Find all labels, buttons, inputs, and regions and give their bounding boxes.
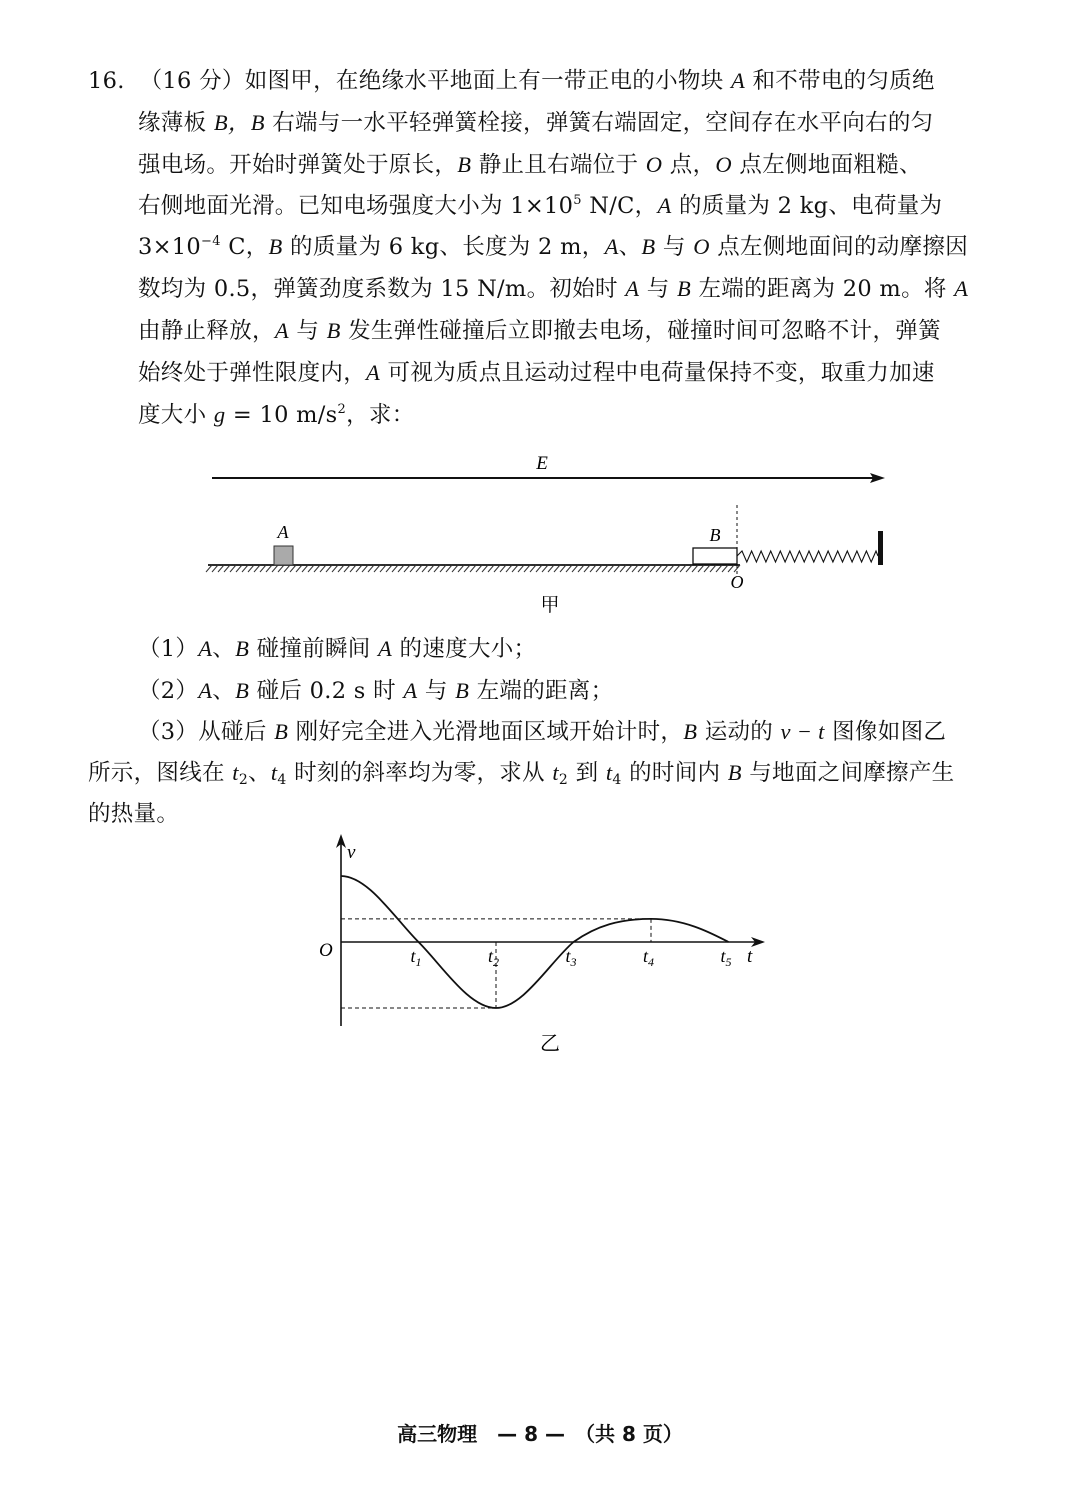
t-axis-label: t [747,946,753,967]
hatch-mark [506,565,512,572]
hatch-mark [440,565,446,572]
hatch-mark [428,565,434,572]
hatch-mark [674,565,680,572]
hatch-mark [644,565,650,572]
hatch-mark [320,565,326,572]
hatch-mark [668,565,674,572]
hatch-mark [308,565,314,572]
hatch-mark [650,565,656,572]
figure-yi-caption: 乙 [540,1031,560,1055]
hatch-mark [362,565,368,572]
hatch-mark [332,565,338,572]
hatch-mark [314,565,320,572]
sub-question-3-line-1: （3）从碰后 B 刚好完全进入光滑地面区域开始计时，B 运动的 v − t 图像如图乙 [138,719,947,745]
hatch-mark [536,565,542,572]
field-label: E [536,453,548,474]
hatch-mark [470,565,476,572]
hatch-mark [632,565,638,572]
hatch-mark [422,565,428,572]
hatch-mark [512,565,518,572]
hatch-mark [296,565,302,572]
hatch-mark [218,565,224,572]
hatch-mark [704,565,710,572]
hatch-mark [716,565,722,572]
sub-question-3-line-3: 的热量。 [88,801,180,827]
hatch-mark [266,565,272,572]
hatch-mark [662,565,668,572]
hatch-mark [302,565,308,572]
hatch-mark [206,565,212,572]
hatch-mark [566,565,572,572]
hatch-mark [236,565,242,572]
hatch-mark [272,565,278,572]
question-score: （16 分） [139,68,245,94]
hatch-mark [248,565,254,572]
question-line-4: 右侧地面光滑。已知电场强度大小为 $1\times 10^5$ N/C，A 的质量为 2 kg、电荷量为 [138,193,943,219]
hatch-mark [290,565,296,572]
sub-question-3-line-2: 所示，图线在 $t_2$、$t_4$ 时刻的斜率均为零，求从 $t_2$ 到 $t_4$ 的时间内 B 与地面之间摩擦产生 [88,760,955,788]
hatch-mark [404,565,410,572]
question-line-2: 缘薄板 B，B 右端与一水平轻弹簧栓接，弹簧右端固定，空间存在水平向右的匀 [138,110,934,136]
hatch-mark [284,565,290,572]
hatch-mark [614,565,620,572]
figure-yi-vt-graph [310,832,770,1062]
hatch-mark [212,565,218,572]
question-line-7: 由静止释放，A 与 B 发生弹性碰撞后立即撤去电场，碰撞时间可忽略不计，弹簧 [138,318,941,344]
board-b [693,548,737,564]
hatch-mark [560,565,566,572]
hatch-mark [722,565,728,572]
hatch-mark [374,565,380,572]
hatch-mark [680,565,686,572]
hatch-mark [524,565,530,572]
hatch-mark [410,565,416,572]
question-line-9: 度大小 g = 10 $m/s^2$，求： [138,402,415,428]
hatch-mark [224,565,230,572]
wall [878,531,883,565]
sub-question-1: （1）A、B 碰撞前瞬间 A 的速度大小； [138,636,537,662]
hatch-mark [656,565,662,572]
hatch-mark [596,565,602,572]
hatch-mark [554,565,560,572]
question-line-6: 数均为 0.5，弹簧劲度系数为 15 N/m。初始时 A 与 B 左端的距离为 20 m。将 A [138,276,969,302]
hatch-mark [590,565,596,572]
spring [737,551,878,562]
hatch-mark [242,565,248,572]
hatch-mark [620,565,626,572]
v-axis-label: v [347,842,356,863]
page-footer: 高三物理 — 8 — （共 8 页） [397,1422,683,1446]
hatch-mark [350,565,356,572]
tick-label-t2: $t_2$ [488,946,500,969]
hatch-mark [710,565,716,572]
hatch-mark [482,565,488,572]
hatch-mark [692,565,698,572]
question-number: 16. [88,68,125,94]
hatch-mark [452,565,458,572]
hatch-mark [356,565,362,572]
hatch-mark [458,565,464,572]
hatch-mark [392,565,398,572]
hatch-mark [602,565,608,572]
hatch-mark [548,565,554,572]
figure-jia [190,445,910,620]
hatch-mark [494,565,500,572]
hatch-mark [278,565,284,572]
hatch-mark [380,565,386,572]
hatch-mark [254,565,260,572]
hatch-mark [434,565,440,572]
hatch-mark [686,565,692,572]
hatch-mark [326,565,332,572]
tick-label-t1: $t_1$ [410,946,422,969]
hatch-mark [638,565,644,572]
hatch-mark [416,565,422,572]
tick-label-t3: $t_3$ [565,946,577,969]
hatch-mark [338,565,344,572]
hatch-mark [386,565,392,572]
hatch-mark [626,565,632,572]
tick-label-t5: $t_5$ [720,946,732,969]
block-a-label: A [277,522,289,542]
hatch-mark [398,565,404,572]
question-line-8: 始终处于弹性限度内，A 可视为质点且运动过程中电荷量保持不变，取重力加速 [138,360,935,386]
block-a [274,546,293,565]
question-line-1: 16. （16 分）如图甲，在绝缘水平地面上有一带正电的小物块 A 和不带电的匀质绝 [88,68,935,94]
ground-hatch [206,565,740,572]
hatch-mark [584,565,590,572]
hatch-mark [464,565,470,572]
hatch-mark [518,565,524,572]
hatch-mark [578,565,584,572]
hatch-mark [230,565,236,572]
hatch-mark [488,565,494,572]
hatch-mark [446,565,452,572]
hatch-mark [476,565,482,572]
hatch-mark [500,565,506,572]
origin-label: O [730,572,744,592]
tick-label-t4: $t_4$ [643,946,655,969]
sub-question-2: （2）A、B 碰后 0.2 s 时 A 与 B 左端的距离； [138,678,614,704]
hatch-mark [698,565,704,572]
question-line-3: 强电场。开始时弹簧处于原长，B 静止且右端位于 O 点，O 点左侧地面粗糙、 [138,152,922,178]
hatch-mark [572,565,578,572]
hatch-mark [608,565,614,572]
figure-jia-caption: 甲 [540,594,560,616]
hatch-mark [542,565,548,572]
hatch-mark [728,565,734,572]
hatch-mark [344,565,350,572]
hatch-mark [368,565,374,572]
hatch-mark [530,565,536,572]
board-b-label: B [709,525,721,545]
hatch-mark [260,565,266,572]
origin-label: O [319,940,333,961]
question-line-5: $3\times 10^{-4}$ C，B 的质量为 6 kg、长度为 2 m，A、B 与 O 点左侧地面间的动摩擦因 [138,234,969,260]
